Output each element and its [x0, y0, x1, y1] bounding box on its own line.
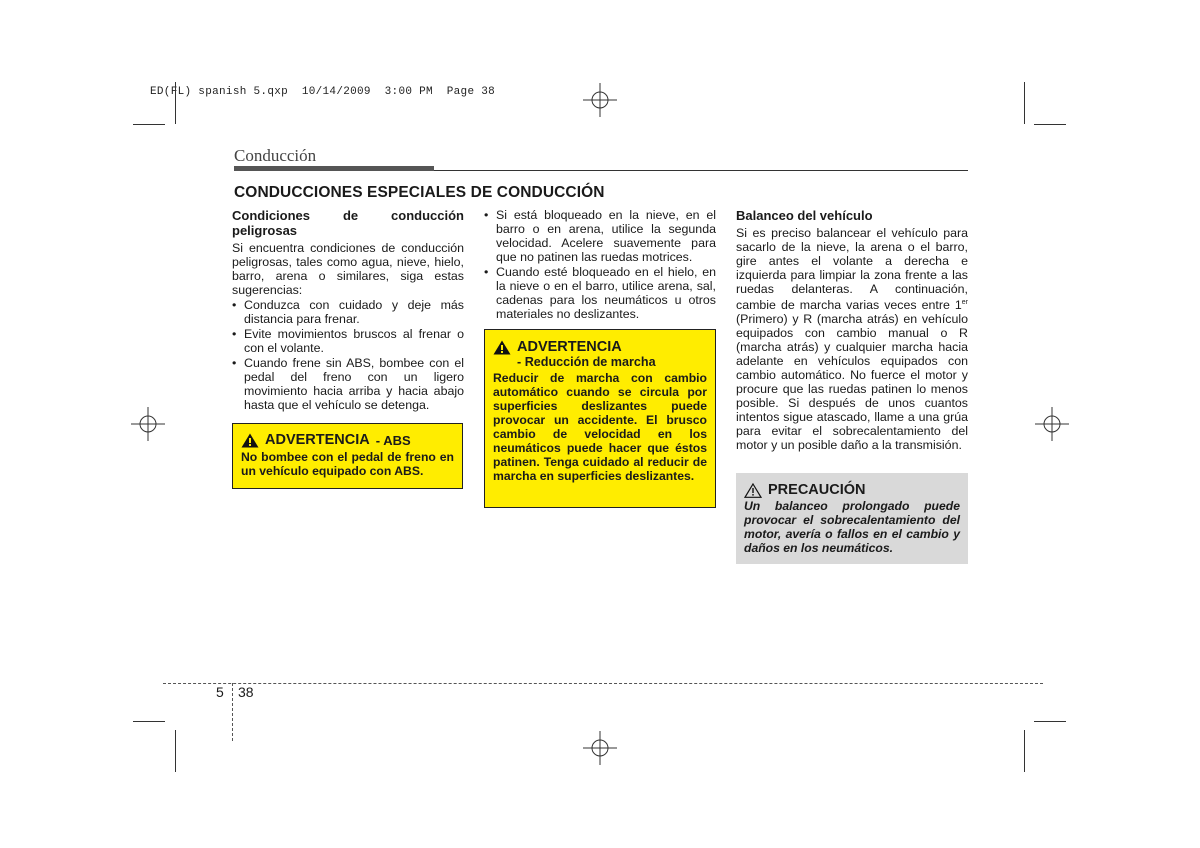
crop-mark [1024, 82, 1025, 124]
crop-mark [1034, 124, 1066, 125]
column-1 [232, 208, 464, 413]
footer-rule [163, 683, 1043, 684]
registration-mark-icon [1035, 407, 1069, 441]
warning-title: ADVERTENCIA [265, 432, 370, 448]
print-slug: ED(FL) spanish 5.qxp 10/14/2009 3:00 PM Page 38 [150, 86, 496, 98]
caution-triangle-icon [744, 483, 762, 498]
bullet-list [484, 208, 716, 321]
crop-mark [175, 730, 176, 772]
warning-subtitle: - Reducción de marcha [517, 355, 656, 369]
page-number: 38 [238, 684, 254, 700]
column-3 [736, 208, 968, 452]
warning-body: No bombee con el pedal de freno en un vehículo equipado con ABS. [241, 450, 454, 478]
crop-mark [133, 721, 165, 722]
intro-paragraph: Si encuentra condiciones de conducción peligrosas, tales como agua, nieve, hielo, barro, arena o similares, siga estas sugerencias: [232, 241, 464, 297]
warning-title: ADVERTENCIA [517, 339, 622, 355]
subheading: Balanceo del vehículo [736, 208, 873, 223]
warning-triangle-icon [241, 433, 259, 448]
crop-mark [1024, 730, 1025, 772]
list-item: • Evite movimientos bruscos al frenar o con el volante. [232, 327, 464, 355]
footer-divider [232, 683, 233, 741]
list-item: • Si está bloqueado en la nieve, en el barro o en arena, utilice la segunda velocidad. Acelere suavemente para que no patinen las ruedas motrices. [484, 208, 716, 264]
column-2 [484, 208, 716, 322]
warning-box-downshift [484, 329, 716, 508]
crop-mark [1034, 721, 1066, 722]
chapter-number: 5 [216, 684, 224, 700]
warning-box-abs [232, 423, 463, 489]
warning-title-suffix: - ABS [375, 432, 411, 448]
registration-mark-icon [583, 731, 617, 765]
list-item: • Cuando frene sin ABS, bombee con el pedal del freno con un ligero movimiento hacia arriba y hacia abajo hasta que el vehículo se detenga. [232, 356, 464, 412]
crop-mark [175, 82, 176, 124]
page-heading: CONDUCCIONES ESPECIALES DE CONDUCCIÓN [234, 184, 605, 201]
crop-mark [133, 124, 165, 125]
bullet-list [232, 298, 464, 412]
warning-body: Reducir de marcha con cambio automático cuando se circula por superficies deslizantes puede provocar un accidente. El brusco cambio de velocidad en los neumáticos puede hacer que éstos patinen. Tenga cuidado al reducir de marcha en superficies deslizantes. [493, 371, 707, 483]
list-item: • Cuando esté bloqueado en el hielo, en la nieve o en el barro, utilice arena, sal, cadenas para los neumáticos u otros materiales no deslizantes. [484, 265, 716, 321]
registration-mark-icon [131, 407, 165, 441]
warning-triangle-icon [493, 340, 511, 355]
caution-title: PRECAUCIÓN [768, 482, 866, 498]
body-paragraph: Si es preciso balancear el vehículo para sacarlo de la nieve, la arena o el barro, gire antes el volante a derecha e izquierda para limpiar la zona frente a las ruedas delanteras. A continuación, cambie de marcha varias veces entre 1er (Primero) y R (marcha atrás) en vehículo equipados con cambio manual o R (marcha atrás) y cualquier marcha hacia adelante en vehículos equipados con cambio automático. No fuerce el motor y procure que las ruedas patinen lo menos posible. Si después de unos cuantos intentos sigue atascado, llame a una grúa para evitar el sobrecalentamiento del motor y un posible daño a la transmisión. [736, 226, 968, 453]
registration-mark-icon [583, 83, 617, 117]
header-rule-accent [234, 166, 434, 171]
list-item: • Conduzca con cuidado y deje más distancia para frenar. [232, 298, 464, 326]
subheading: Condiciones de conducción peligrosas [232, 208, 464, 238]
caution-body: Un balanceo prolongado puede provocar el sobrecalentamiento del motor, avería o fallos en el cambio y daños en los neumáticos. [744, 499, 960, 555]
caution-box [736, 473, 968, 564]
section-title: Conducción [234, 146, 317, 165]
